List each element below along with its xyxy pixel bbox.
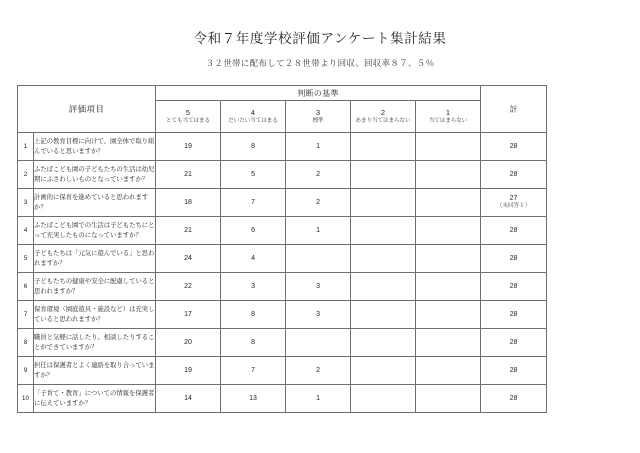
cell-rating-5: 21 [156,217,221,245]
cell-total [481,357,547,385]
table-row [18,245,547,273]
table-row [18,161,547,189]
cell-rating-2 [351,161,416,189]
cell-rating-3: 2 [286,357,351,385]
question-text: 計画的に保育を進めていると思われますか？ [34,189,156,217]
cell-rating-1 [416,161,481,189]
cell-rating-2 [351,217,416,245]
table-row [18,329,547,357]
column-header-criteria-group: 判断の基準 [156,86,481,101]
cell-rating-1 [416,301,481,329]
cell-rating-2 [351,133,416,161]
cell-rating-5: 20 [156,329,221,357]
question-text: 職員と気軽に話したり、相談したりすることができていますか？ [34,329,156,357]
cell-rating-5: 24 [156,245,221,273]
cell-rating-1 [416,189,481,217]
cell-rating-3 [286,245,351,273]
cell-rating-4: 7 [221,189,286,217]
cell-rating-5: 18 [156,189,221,217]
cell-rating-4: 4 [221,245,286,273]
cell-rating-3: 2 [286,189,351,217]
cell-rating-1 [416,217,481,245]
cell-total [481,301,547,329]
cell-rating-5: 22 [156,273,221,301]
cell-rating-1 [416,357,481,385]
cell-rating-2 [351,301,416,329]
cell-total [481,385,547,413]
cell-rating-4: 7 [221,357,286,385]
question-text: 「子育て・教育」についての情報を保護者に伝えていますか？ [34,385,156,413]
survey-results-table [17,85,547,413]
total-value: 28 [509,142,518,150]
total-value: 28 [509,254,518,262]
cell-total [481,189,547,217]
row-number: 7 [18,301,34,329]
rating-5-number: 5 [185,107,191,117]
cell-rating-3: 1 [286,217,351,245]
total-value: 28 [509,338,518,346]
cell-rating-5: 19 [156,357,221,385]
cell-rating-3: 1 [286,133,351,161]
cell-rating-3: 3 [286,301,351,329]
cell-total [481,133,547,161]
cell-rating-4: 8 [221,133,286,161]
column-header-rating-1 [416,101,481,133]
cell-total [481,217,547,245]
cell-rating-2 [351,189,416,217]
cell-rating-5: 14 [156,385,221,413]
cell-rating-5: 19 [156,133,221,161]
table-row [18,301,547,329]
cell-rating-1 [416,133,481,161]
page-title: 令和７年度学校評価アンケート集計結果 [193,31,447,46]
rating-4-label: だいたい当てはまる [228,117,278,124]
table-body [18,133,547,413]
question-text: 担任は保護者とよく連絡を取り合っていますか？ [34,357,156,385]
total-value: 28 [509,170,518,178]
cell-rating-3 [286,329,351,357]
total-value: 28 [509,366,518,374]
column-header-rating-4 [221,101,286,133]
table-row [18,385,547,413]
column-header-total: 計 [481,86,547,133]
question-text: 上記の教育目標に向けて、園全体で取り組んでいると思いますか？ [34,133,156,161]
total-value: 27 [509,195,518,202]
question-text: 子どもたちは「元気に遊んでいる」と思われますか？ [34,245,156,273]
cell-rating-4: 8 [221,301,286,329]
cell-total [481,273,547,301]
cell-rating-2 [351,385,416,413]
page-subtitle: ３２世帯に配布して２８世帯より回収、回収率８７、５％ [205,58,435,69]
total-value: 28 [509,226,518,234]
table-row [18,357,547,385]
column-header-rating-3 [286,101,351,133]
row-number: 6 [18,273,34,301]
cell-rating-2 [351,357,416,385]
cell-rating-4: 13 [221,385,286,413]
rating-5-label: とても当てはまる [166,117,210,124]
question-text: ふたばこども園での生活は子どもたちにとって充実したものになっていますか？ [34,217,156,245]
cell-rating-2 [351,273,416,301]
cell-rating-3: 3 [286,273,351,301]
cell-rating-1 [416,273,481,301]
rating-3-label: 標準 [312,117,324,124]
cell-rating-2 [351,329,416,357]
column-header-rating-2 [351,101,416,133]
rating-4-number: 4 [250,107,256,117]
cell-rating-1 [416,385,481,413]
total-value: 28 [509,282,518,290]
row-number: 2 [18,161,34,189]
survey-table-container [17,85,546,413]
cell-rating-5: 17 [156,301,221,329]
cell-total [481,329,547,357]
cell-rating-4: 3 [221,273,286,301]
rating-2-label: あまり当てはまらない [355,117,411,124]
column-header-rating-5 [156,101,221,133]
column-header-evaluation-item: 評価項目 [18,86,156,133]
rating-1-number: 1 [445,107,451,117]
total-value: 28 [509,310,518,318]
cell-rating-3: 2 [286,161,351,189]
table-row [18,133,547,161]
total-value: 28 [509,394,518,402]
question-text: 保育環境（園庭遊具・施設など）は充実していると思われますか？ [34,301,156,329]
cell-rating-1 [416,329,481,357]
cell-rating-1 [416,245,481,273]
cell-rating-5: 21 [156,161,221,189]
cell-total [481,161,547,189]
total-note: （未回答１） [496,203,531,210]
cell-rating-4: 6 [221,217,286,245]
table-row [18,273,547,301]
row-number: 1 [18,133,34,161]
cell-rating-4: 5 [221,161,286,189]
cell-rating-4: 8 [221,329,286,357]
row-number: 4 [18,217,34,245]
row-number: 9 [18,357,34,385]
question-text: ふたばこども園の子どもたちの生活は幼児期にふさわしいものとなっていますか？ [34,161,156,189]
cell-rating-2 [351,245,416,273]
row-number: 10 [18,385,34,413]
question-text: 子どもたちの健康や安全に配慮していると思われますか？ [34,273,156,301]
cell-total [481,245,547,273]
table-header [18,86,547,133]
rating-1-label: 当てはまらない [428,117,468,124]
row-number: 3 [18,189,34,217]
row-number: 8 [18,329,34,357]
table-row [18,217,547,245]
rating-3-number: 3 [315,107,321,117]
rating-2-number: 2 [380,107,386,117]
row-number: 5 [18,245,34,273]
header-row-top [18,86,547,101]
cell-rating-3: 1 [286,385,351,413]
table-row [18,189,547,217]
